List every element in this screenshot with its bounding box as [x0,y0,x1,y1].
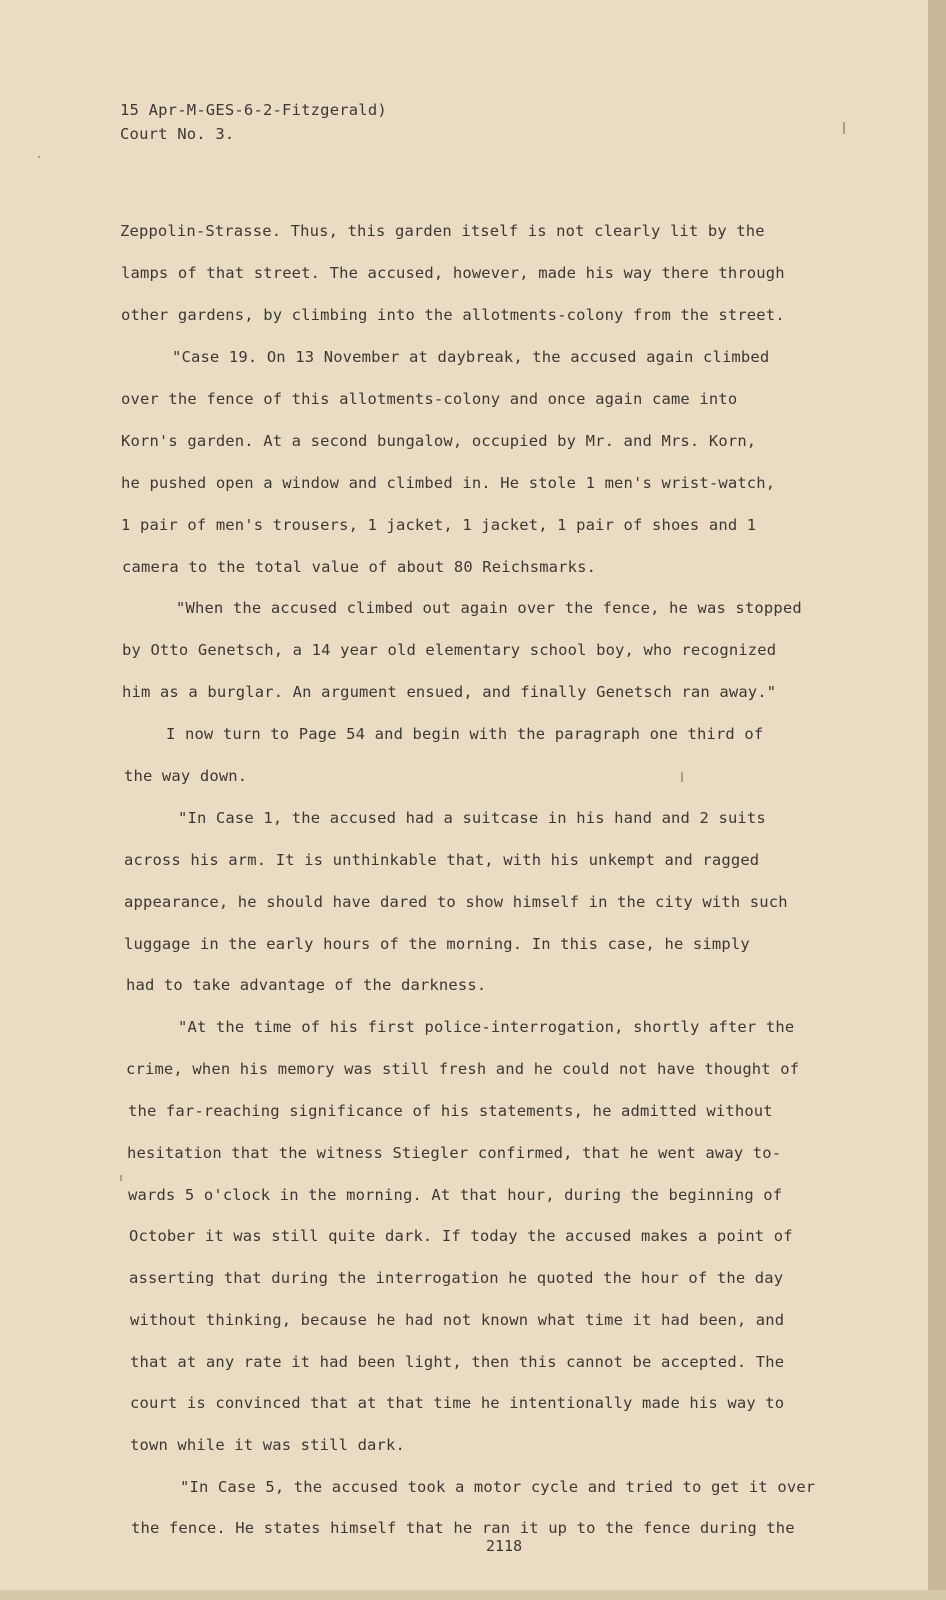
text-line: October it was still quite dark. If today the accused makes a point of [129,1227,793,1245]
text-line: by Otto Genetsch, a 14 year old elementary school boy, who recognized [122,641,777,659]
text-line: over the fence of this allotments-colony and once again came into [121,390,738,408]
text-line: him as a burglar. An argument ensued, and finally Genetsch ran away." [122,683,777,701]
court-number: Court No. 3. [120,125,235,143]
text-line: that at any rate it had been light, then this cannot be accepted. The [130,1353,785,1371]
text-line: luggage in the early hours of the morning. In this case, he simply [124,935,750,953]
text-line: crime, when his memory was still fresh and he could not have thought of [126,1060,800,1078]
text-line: asserting that during the interrogation he quoted the hour of the day [129,1269,784,1287]
text-line: "Case 19. On 13 November at daybreak, the accused again climbed [172,348,770,366]
text-line: court is convinced that at that time he intentionally made his way to [130,1394,785,1412]
text-line: across his arm. It is unthinkable that, with his unkempt and ragged [124,851,760,869]
text-line: Zeppolin-Strasse. Thus, this garden itself is not clearly lit by the [120,222,765,240]
text-line: lamps of that street. The accused, however, made his way there through [121,264,785,282]
text-line: "In Case 5, the accused took a motor cycle and tried to get it over [180,1478,816,1496]
text-line: the way down. [124,767,248,785]
text-line: "At the time of his first police-interrogation, shortly after the [178,1018,795,1036]
text-line: "When the accused climbed out again over the fence, he was stopped [176,599,802,617]
text-line: he pushed open a window and climbed in. He stole 1 men's wrist-watch, [121,474,776,492]
text-line: appearance, he should have dared to show himself in the city with such [124,893,788,911]
text-line: wards 5 o'clock in the morning. At that hour, during the beginning of [128,1186,783,1204]
page-number: 2118 [486,1537,523,1555]
text-line: other gardens, by climbing into the allotments-colony from the street. [121,306,785,324]
text-line: "In Case 1, the accused had a suitcase in his hand and 2 suits [178,809,766,827]
text-line: had to take advantage of the darkness. [126,976,487,994]
text-line: the fence. He states himself that he ran it up to the fence during the [131,1519,795,1537]
text-line: 1 pair of men's trousers, 1 jacket, 1 jacket, 1 pair of shoes and 1 [121,516,757,534]
text-line: Korn's garden. At a second bungalow, occupied by Mr. and Mrs. Korn, [121,432,757,450]
text-line: the far-reaching significance of his statements, he admitted without [128,1102,773,1120]
case-reference: 15 Apr-M-GES-6-2-Fitzgerald) [120,101,387,119]
text-line: without thinking, because he had not known what time it had been, and [130,1311,785,1329]
text-line: I now turn to Page 54 and begin with the paragraph one third of [166,725,764,743]
text-line: hesitation that the witness Stiegler confirmed, that he went away to- [127,1144,782,1162]
text-line: town while it was still dark. [130,1436,405,1454]
text-line: camera to the total value of about 80 Reichsmarks. [122,558,597,576]
